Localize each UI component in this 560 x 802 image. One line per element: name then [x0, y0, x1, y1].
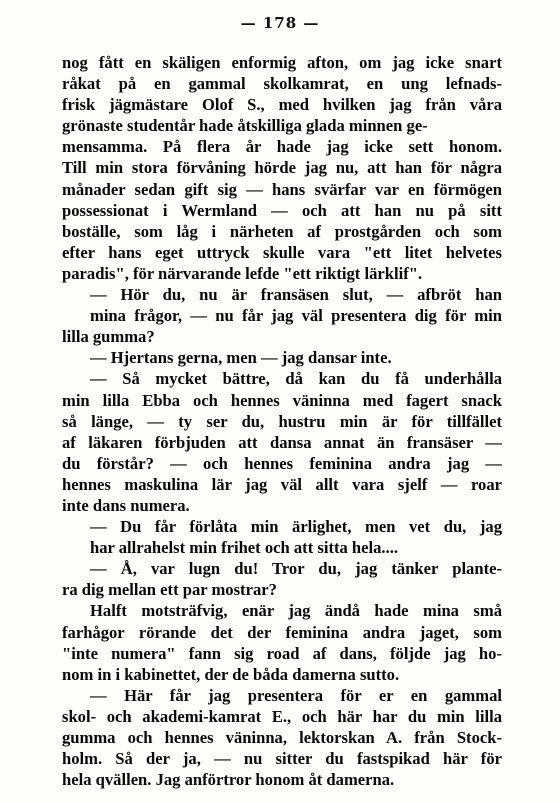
- text-line: mensamma. På flera år hade jag icke sett honom.: [62, 137, 502, 157]
- text-line: råkat på en gammal skolkamrat, en ung lefnads-: [62, 74, 502, 94]
- text-line: possessionat i Wermland — och att han nu på sitt: [62, 200, 502, 220]
- text-line: — Så mycket bättre, då kan du få underhålla: [90, 369, 502, 389]
- text-line: holm. Så der ja, — nu sitter du fastspikad här för: [62, 749, 502, 769]
- text-line: af läkaren förbjuden att dansa annat än fransäser —: [62, 432, 502, 452]
- text-line: lilla gumma?: [62, 327, 155, 347]
- text-line: min lilla Ebba och hennes väninna med fagert snack: [62, 390, 502, 410]
- text-line: — Här får jag presentera för er en gammal: [90, 685, 502, 705]
- text-line: så länge, — ty ser du, hustru min är för tillfället: [62, 411, 502, 431]
- text-line: inte dans numera.: [62, 495, 190, 515]
- text-line: — Du får förlåta min ärlighet, men vet du, jag: [90, 517, 502, 537]
- text-line: farhågor rörande det der feminina andra jaget, som: [62, 622, 502, 642]
- text-line: hela qvällen. Jag anförtror honom åt damerna.: [62, 770, 395, 790]
- text-line: hennes maskulina lär jag väl allt vara sjelf — roar: [62, 474, 502, 494]
- text-line: nom in i kabinettet, der de båda damerna sutto.: [62, 664, 400, 684]
- text-line: gumma och hennes väninna, lektorskan A. från Stock-: [62, 728, 502, 747]
- text-line: Till min stora förvåning hörde jag nu, att han för några: [62, 158, 502, 178]
- text-line: "inte numera" fann sig road af dans, följde jag ho-: [62, 643, 502, 663]
- text-line: Halft motsträfvig, enär jag ändå hade mina små: [90, 601, 502, 621]
- text-line: månader sedan gift sig — hans svärfar var en förmögen: [62, 179, 502, 199]
- text-line: — Hjertans gerna, men — jag dansar inte.: [90, 348, 392, 368]
- page-number: — 178 —: [240, 14, 320, 32]
- text-line: ra dig mellan ett par mostrar?: [62, 580, 277, 600]
- body-text: [62, 52, 502, 790]
- text-line: skol- och akademi-kamrat E., och här har du min lilla: [62, 706, 502, 726]
- text-line: grönaste studentår hade åtskilliga glada minnen ge-: [62, 116, 428, 136]
- text-line: paradis", för närvarande lefde "ett riktigt lärklif".: [62, 263, 423, 283]
- text-line: har allrahelst min frihet och att sitta hela....: [90, 538, 399, 558]
- text-line: — Å, var lugn du! Tror du, jag tänker plante-: [90, 559, 502, 579]
- text-line: nog fått en skäligen enformig afton, om jag icke snart: [62, 53, 502, 72]
- text-line: frisk jägmästare Olof S., med hvilken jag från våra: [62, 95, 502, 115]
- text-line: mina frågor, — nu får jag väl presentera dig för min: [90, 306, 502, 326]
- text-line: efter hans eget uttryck skulle vara "ett litet helvetes: [62, 242, 502, 262]
- text-line: boställe, som låg i närheten af prostgården och som: [62, 221, 502, 241]
- text-line: — Hör du, nu är fransäsen slut, — afbröt han: [90, 285, 502, 305]
- text-line: du förstår? — och hennes feminina andra jag —: [62, 453, 502, 473]
